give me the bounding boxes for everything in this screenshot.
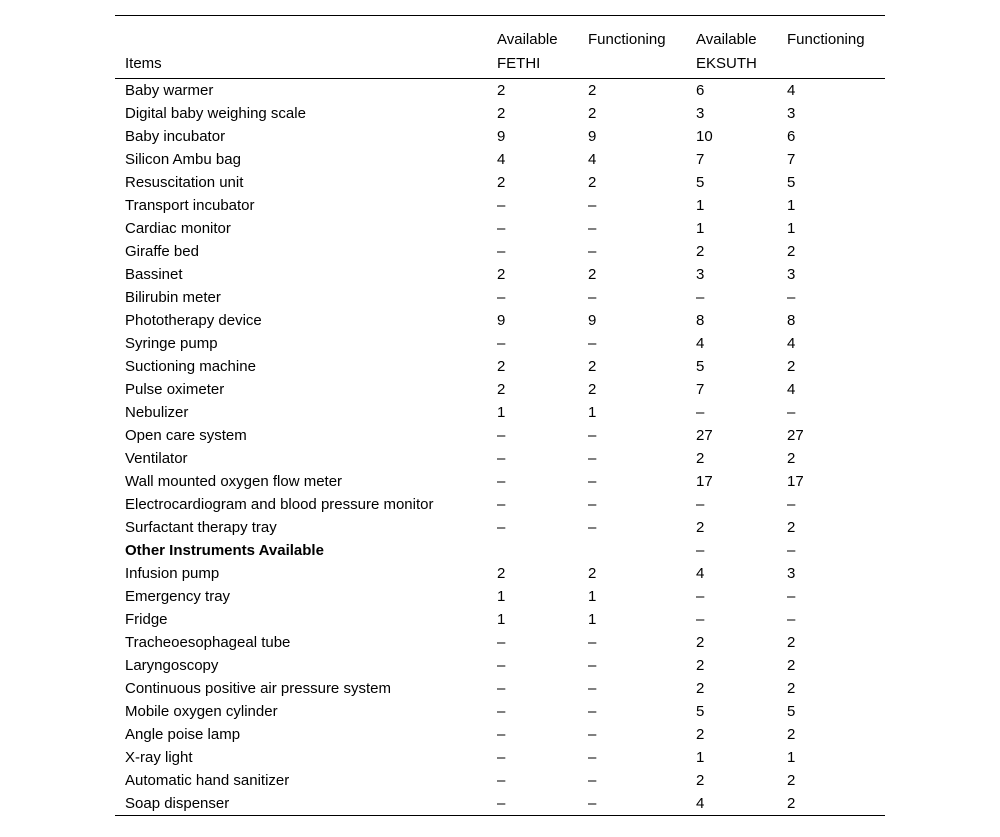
table-row [115, 493, 885, 516]
value-cell: 1 [696, 749, 705, 766]
value-cell: 2 [787, 680, 796, 697]
header-cell [777, 48, 885, 79]
table-row [115, 654, 885, 677]
header-cell: Available [686, 16, 777, 49]
value-cell: 2 [696, 243, 705, 260]
value-cell: 2 [787, 634, 796, 651]
value-cell: 1 [497, 588, 506, 605]
value-cell: 17 [696, 473, 713, 490]
value-cell: – [588, 197, 597, 214]
value-cell: 4 [787, 381, 796, 398]
value-cell: – [497, 427, 506, 444]
value-cell: 1 [787, 197, 796, 214]
value-cell: 1 [497, 611, 506, 628]
value-cell: 2 [588, 565, 597, 582]
value-cell: – [696, 542, 705, 559]
value-cell: 2 [588, 105, 597, 122]
table-row [115, 608, 885, 631]
value-cell: 2 [787, 726, 796, 743]
value-cell: 2 [497, 358, 506, 375]
item-name-cell: Nebulizer [125, 404, 189, 421]
value-cell: – [588, 427, 597, 444]
value-cell: 4 [588, 151, 597, 168]
value-cell: 2 [696, 772, 705, 789]
value-cell: 2 [497, 565, 506, 582]
value-cell: – [787, 611, 796, 628]
table-body [115, 79, 885, 816]
value-cell: – [588, 772, 597, 789]
item-name-cell: Tracheoesophageal tube [125, 634, 291, 651]
value-cell: – [578, 792, 686, 816]
value-cell: 1 [588, 588, 597, 605]
value-cell: – [497, 772, 506, 789]
item-name-cell: Bassinet [125, 266, 183, 283]
value-cell: 2 [696, 450, 705, 467]
value-cell: 2 [588, 266, 597, 283]
table-row [115, 355, 885, 378]
value-cell: 2 [588, 381, 597, 398]
value-cell: – [497, 703, 506, 720]
value-cell: 17 [787, 473, 804, 490]
value-cell: 3 [787, 266, 796, 283]
header-row-1 [115, 16, 885, 49]
value-cell: – [588, 496, 597, 513]
table-row [115, 746, 885, 769]
value-cell: 2 [787, 358, 796, 375]
header-cell: Functioning [777, 16, 885, 49]
value-cell: 7 [696, 381, 705, 398]
value-cell: 4 [787, 335, 796, 352]
table-row [115, 516, 885, 539]
item-name-cell: Bilirubin meter [125, 289, 221, 306]
value-cell: – [487, 792, 578, 816]
item-name-cell: Emergency tray [125, 588, 231, 605]
value-cell: – [588, 335, 597, 352]
item-name-cell: Phototherapy device [125, 312, 262, 329]
item-name-cell: Resuscitation unit [125, 174, 244, 191]
item-name-cell: Baby incubator [125, 128, 226, 145]
table-row [115, 263, 885, 286]
table-row [115, 79, 885, 103]
table-row [115, 424, 885, 447]
table-row [115, 148, 885, 171]
value-cell: – [497, 634, 506, 651]
value-cell: 2 [497, 174, 506, 191]
value-cell: 1 [696, 220, 705, 237]
table-row [115, 125, 885, 148]
value-cell: 2 [588, 174, 597, 191]
item-name-cell: Digital baby weighing scale [125, 105, 306, 122]
header-cell [115, 16, 487, 49]
value-cell: 2 [787, 243, 796, 260]
value-cell: 3 [696, 266, 705, 283]
table-row [115, 792, 885, 816]
item-name-cell: Syringe pump [125, 335, 218, 352]
value-cell: 9 [588, 128, 597, 145]
value-cell: 6 [787, 128, 796, 145]
table-row [115, 539, 885, 562]
table-row [115, 171, 885, 194]
value-cell [578, 539, 686, 562]
value-cell: 2 [696, 680, 705, 697]
value-cell: – [696, 496, 705, 513]
item-name-cell: Angle poise lamp [125, 726, 241, 743]
value-cell: – [497, 496, 506, 513]
table-row [115, 309, 885, 332]
header-cell: Items [115, 48, 487, 79]
value-cell: 4 [686, 792, 777, 816]
value-cell: – [497, 450, 506, 467]
table-row [115, 470, 885, 493]
value-cell: 4 [787, 82, 796, 99]
table-row [115, 401, 885, 424]
header-cell: Functioning [578, 16, 686, 49]
table-row [115, 378, 885, 401]
table-row [115, 102, 885, 125]
header-row-2 [115, 48, 885, 79]
value-cell: 10 [696, 128, 713, 145]
value-cell: 2 [777, 792, 885, 816]
value-cell: – [696, 611, 705, 628]
value-cell: – [588, 450, 597, 467]
value-cell: 8 [696, 312, 705, 329]
value-cell: 9 [588, 312, 597, 329]
value-cell: – [497, 197, 506, 214]
item-name-cell: X-ray light [125, 749, 193, 766]
item-name-cell: Infusion pump [125, 565, 220, 582]
header-cell: EKSUTH [686, 48, 777, 79]
table-row [115, 332, 885, 355]
value-cell: – [497, 243, 506, 260]
table-row [115, 723, 885, 746]
value-cell: – [497, 220, 506, 237]
value-cell: – [497, 657, 506, 674]
value-cell: 7 [696, 151, 705, 168]
value-cell: 2 [497, 381, 506, 398]
table-row [115, 447, 885, 470]
value-cell: – [787, 542, 796, 559]
value-cell: 7 [787, 151, 796, 168]
value-cell: 9 [497, 312, 506, 329]
item-name-cell: Automatic hand sanitizer [125, 772, 290, 789]
value-cell: 2 [787, 772, 796, 789]
value-cell: 1 [696, 197, 705, 214]
value-cell: 27 [787, 427, 804, 444]
value-cell: – [588, 220, 597, 237]
item-name-cell: Open care system [125, 427, 247, 444]
item-name-cell: Pulse oximeter [125, 381, 225, 398]
value-cell: 1 [787, 749, 796, 766]
value-cell: 6 [696, 82, 705, 99]
item-name-cell: Ventilator [125, 450, 188, 467]
value-cell: 1 [497, 404, 506, 421]
table-row [115, 286, 885, 309]
value-cell: 5 [696, 358, 705, 375]
header-cell: Available [487, 16, 578, 49]
header-cell [578, 48, 686, 79]
value-cell: 2 [497, 82, 506, 99]
value-cell: 9 [497, 128, 506, 145]
table-row [115, 677, 885, 700]
value-cell: 4 [497, 151, 506, 168]
item-name-cell: Continuous positive air pressure system [125, 680, 391, 697]
value-cell: 5 [696, 703, 705, 720]
table-row [115, 217, 885, 240]
value-cell: – [787, 588, 796, 605]
item-name-cell: Baby warmer [125, 82, 214, 99]
value-cell: 2 [588, 358, 597, 375]
value-cell: – [588, 243, 597, 260]
value-cell: – [696, 289, 705, 306]
value-cell: – [588, 634, 597, 651]
item-name-cell: Wall mounted oxygen flow meter [125, 473, 343, 490]
value-cell: 2 [696, 519, 705, 536]
value-cell: 2 [696, 634, 705, 651]
value-cell: 2 [497, 266, 506, 283]
item-name-cell: Silicon Ambu bag [125, 151, 241, 168]
value-cell: 2 [696, 657, 705, 674]
value-cell: – [497, 519, 506, 536]
value-cell: 1 [787, 220, 796, 237]
value-cell: 27 [696, 427, 713, 444]
value-cell: 2 [696, 726, 705, 743]
item-name-cell: Transport incubator [125, 197, 255, 214]
value-cell: – [696, 588, 705, 605]
item-name-cell: Suctioning machine [125, 358, 256, 375]
item-name-cell: Electrocardiogram and blood pressure monitor [125, 496, 434, 513]
item-name-cell: Fridge [125, 611, 168, 628]
value-cell: – [787, 496, 796, 513]
value-cell: 1 [588, 611, 597, 628]
table-row [115, 631, 885, 654]
table-row [115, 240, 885, 263]
table-row [115, 585, 885, 608]
item-name-cell: Mobile oxygen cylinder [125, 703, 278, 720]
value-cell: 5 [787, 703, 796, 720]
value-cell: 2 [787, 519, 796, 536]
header-cell: FETHI [487, 48, 578, 79]
value-cell: 3 [787, 105, 796, 122]
table-row [115, 194, 885, 217]
equipment-table [115, 15, 885, 816]
value-cell: 3 [787, 565, 796, 582]
item-name-cell: Surfactant therapy tray [125, 519, 277, 536]
value-cell: – [588, 289, 597, 306]
item-name-cell: Soap dispenser [115, 792, 487, 816]
item-name-cell: Cardiac monitor [125, 220, 231, 237]
value-cell: – [497, 289, 506, 306]
value-cell: 5 [787, 174, 796, 191]
table-row [115, 562, 885, 585]
value-cell: – [787, 289, 796, 306]
table-row [115, 769, 885, 792]
value-cell: – [696, 404, 705, 421]
item-name-cell: Giraffe bed [125, 243, 199, 260]
value-cell [487, 539, 578, 562]
value-cell: 3 [696, 105, 705, 122]
value-cell: – [588, 657, 597, 674]
item-name-cell: Laryngoscopy [125, 657, 219, 674]
item-name-cell: Other Instruments Available [125, 542, 324, 559]
value-cell: – [588, 680, 597, 697]
value-cell: – [588, 473, 597, 490]
value-cell: – [497, 680, 506, 697]
value-cell: – [497, 749, 506, 766]
value-cell: – [497, 473, 506, 490]
value-cell: 2 [787, 450, 796, 467]
value-cell: – [588, 726, 597, 743]
value-cell: 4 [696, 335, 705, 352]
value-cell: 2 [787, 657, 796, 674]
value-cell: 2 [497, 105, 506, 122]
value-cell: – [588, 749, 597, 766]
value-cell: 2 [588, 82, 597, 99]
value-cell: – [588, 519, 597, 536]
value-cell: – [588, 703, 597, 720]
value-cell: – [497, 335, 506, 352]
value-cell: – [787, 404, 796, 421]
value-cell: 8 [787, 312, 796, 329]
value-cell: 5 [696, 174, 705, 191]
value-cell: 1 [588, 404, 597, 421]
table-row [115, 700, 885, 723]
value-cell: 4 [696, 565, 705, 582]
value-cell: – [497, 726, 506, 743]
